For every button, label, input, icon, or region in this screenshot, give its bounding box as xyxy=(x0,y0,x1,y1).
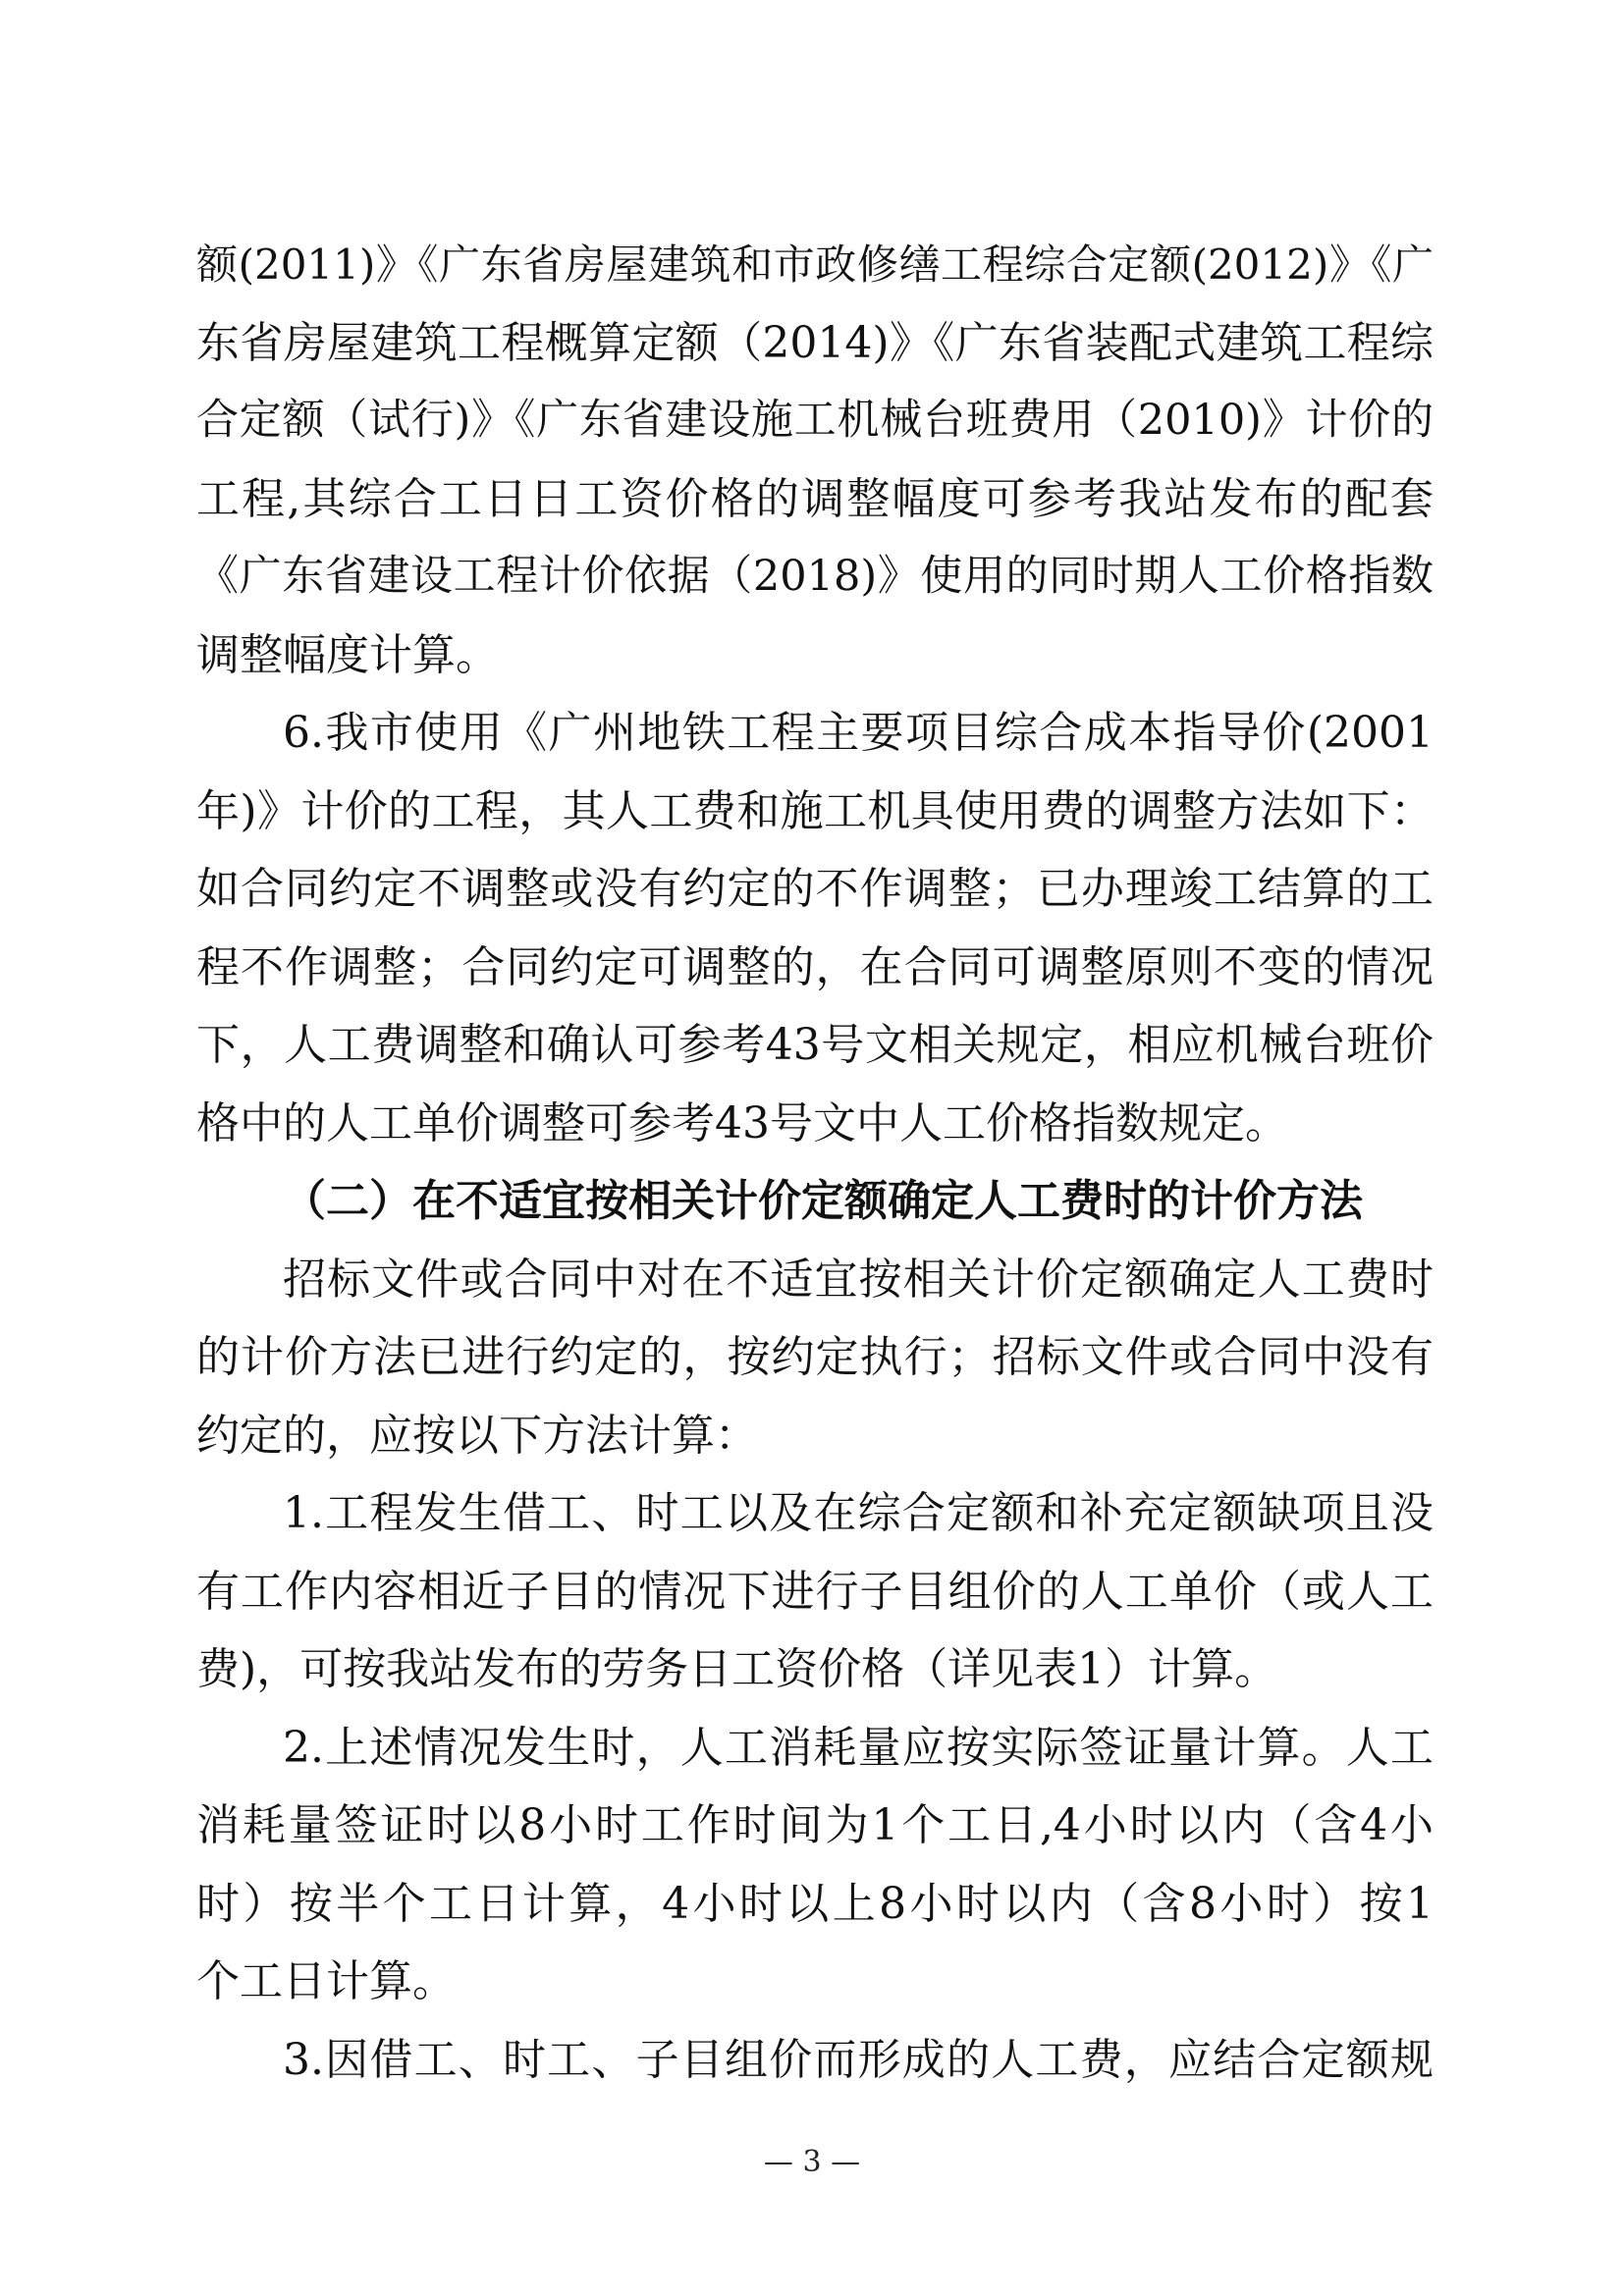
text-line: 下，人工费调整和确认可参考43号文相关规定，相应机械台班价 xyxy=(196,1020,1434,1070)
text-line: 合定额（试行)》《广东省建设施工机械台班费用（2010)》计价的 xyxy=(196,396,1434,445)
text-line: 的计价方法已进行约定的，按约定执行；招标文件或合同中没有 xyxy=(196,1332,1434,1382)
text-line: 1.工程发生借工、时工以及在综合定额和补充定额缺项且没 xyxy=(283,1488,1434,1538)
text-line: 有工作内容相近子目的情况下进行子目组价的人工单价（或人工 xyxy=(196,1566,1434,1617)
text-line: 《广东省建设工程计价依据（2018)》使用的同时期人工价格指数 xyxy=(196,552,1434,601)
text-line: 时）按半个工日计算，4小时以上8小时以内（含8小时）按1 xyxy=(196,1878,1434,1929)
text-line: 程不作调整；合同约定可调整的，在合同可调整原则不变的情况 xyxy=(196,941,1434,992)
text-line: 3.因借工、时工、子目组价而形成的人工费，应结合定额规 xyxy=(283,2034,1434,2085)
text-line: 如合同约定不调整或没有约定的不作调整；已办理竣工结算的工 xyxy=(196,864,1434,914)
text-line: 格中的人工单价调整可参考43号文中人工价格指数规定。 xyxy=(196,1097,1288,1148)
text-line: 年)》计价的工程，其人工费和施工机具使用费的调整方法如下： xyxy=(196,785,1434,836)
text-line: 额(2011)》《广东省房屋建筑和市政修缮工程综合定额(2012)》《广 xyxy=(196,240,1434,289)
text-line: 费)，可按我站发布的劳务日工资价格（详见表1）计算。 xyxy=(196,1644,1278,1694)
text-line: 6.我市使用《广州地铁工程主要项目综合成本指导价(2001 xyxy=(283,708,1434,758)
page-number: — 3 — xyxy=(763,2145,861,2179)
text-line: 约定的，应按以下方法计算： xyxy=(196,1410,758,1461)
text-line: 工程,其综合工日日工资价格的调整幅度可参考我站发布的配套 xyxy=(196,473,1434,524)
text-line: 招标文件或合同中对在不适宜按相关计价定额确定人工费时 xyxy=(283,1254,1434,1305)
text-line: 2.上述情况发生时，人工消耗量应按实际签证量计算。人工 xyxy=(283,1722,1434,1773)
text-line: 消耗量签证时以8小时工作时间为1个工日,4小时以内（含4小 xyxy=(196,1800,1434,1850)
text-line: 东省房屋建筑工程概算定额（2014)》《广东省装配式建筑工程综 xyxy=(196,317,1434,368)
text-line: 个工日计算。 xyxy=(196,1956,456,2006)
document-body xyxy=(196,226,1434,2099)
text-line: 调整幅度计算。 xyxy=(196,629,499,680)
section-heading: （二）在不适宜按相关计价定额确定人工费时的计价方法 xyxy=(283,1176,1363,1226)
